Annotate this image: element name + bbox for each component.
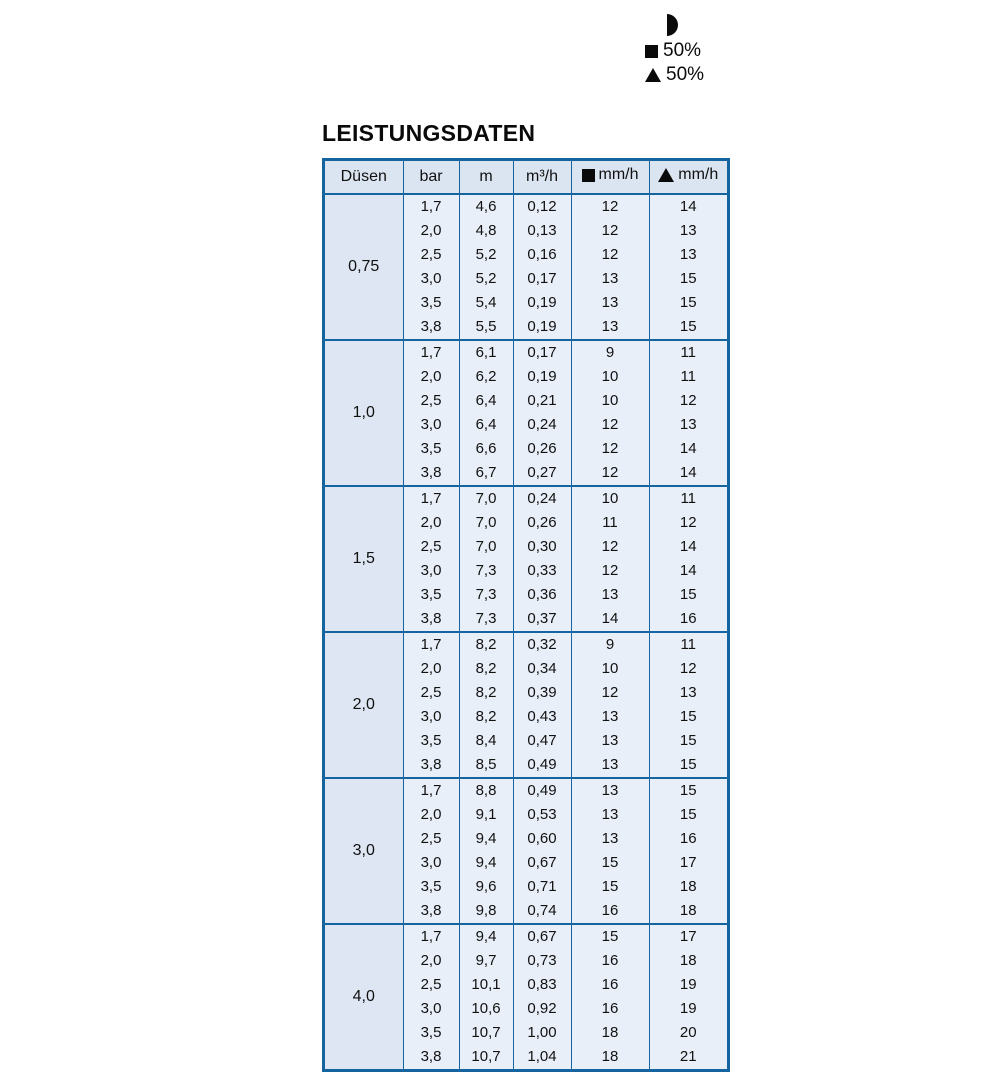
cell-flow-m3h: 0,33 (513, 559, 571, 583)
cell-bar: 3,0 (403, 267, 459, 291)
cell-radius-m: 9,8 (459, 899, 513, 924)
cell-flow-m3h: 1,00 (513, 1021, 571, 1045)
cell-radius-m: 9,7 (459, 949, 513, 973)
cell-flow-m3h: 0,27 (513, 461, 571, 486)
cell-flow-m3h: 0,67 (513, 924, 571, 949)
cell-radius-m: 10,7 (459, 1045, 513, 1069)
cell-bar: 3,8 (403, 607, 459, 632)
filled-triangle-icon (658, 168, 674, 182)
cell-precip-square: 13 (571, 778, 649, 803)
table-row (325, 924, 727, 949)
cell-flow-m3h: 0,24 (513, 413, 571, 437)
cell-radius-m: 4,8 (459, 219, 513, 243)
cell-precip-square: 13 (571, 267, 649, 291)
cell-precip-triangle: 20 (649, 1021, 727, 1045)
column-header-flow: m³/h (513, 161, 571, 194)
cell-precip-triangle: 12 (649, 657, 727, 681)
cell-bar: 1,7 (403, 778, 459, 803)
cell-bar: 1,7 (403, 632, 459, 657)
cell-precip-triangle: 12 (649, 389, 727, 413)
cell-bar: 3,5 (403, 729, 459, 753)
cell-flow-m3h: 1,04 (513, 1045, 571, 1069)
cell-flow-m3h: 0,71 (513, 875, 571, 899)
cell-flow-m3h: 0,19 (513, 315, 571, 340)
cell-radius-m: 7,3 (459, 583, 513, 607)
cell-flow-m3h: 0,37 (513, 607, 571, 632)
cell-precip-square: 15 (571, 851, 649, 875)
cell-flow-m3h: 0,53 (513, 803, 571, 827)
cell-precip-triangle: 21 (649, 1045, 727, 1069)
cell-bar: 2,5 (403, 535, 459, 559)
cell-precip-square: 13 (571, 729, 649, 753)
cell-radius-m: 10,6 (459, 997, 513, 1021)
column-header-bar: bar (403, 161, 459, 194)
cell-precip-square: 16 (571, 949, 649, 973)
cell-radius-m: 6,2 (459, 365, 513, 389)
cell-flow-m3h: 0,39 (513, 681, 571, 705)
cell-precip-triangle: 18 (649, 899, 727, 924)
cell-precip-square: 12 (571, 461, 649, 486)
cell-radius-m: 5,5 (459, 315, 513, 340)
cell-precip-triangle: 15 (649, 267, 727, 291)
cell-radius-m: 6,1 (459, 340, 513, 365)
cell-flow-m3h: 0,17 (513, 340, 571, 365)
cell-precip-triangle: 18 (649, 875, 727, 899)
cell-radius-m: 9,4 (459, 827, 513, 851)
cell-flow-m3h: 0,36 (513, 583, 571, 607)
cell-radius-m: 8,4 (459, 729, 513, 753)
cell-bar: 2,0 (403, 657, 459, 681)
cell-precip-square: 15 (571, 924, 649, 949)
cell-precip-triangle: 11 (649, 632, 727, 657)
table-row (325, 778, 727, 803)
cell-precip-square: 10 (571, 389, 649, 413)
cell-flow-m3h: 0,24 (513, 486, 571, 511)
cell-bar: 3,5 (403, 1021, 459, 1045)
cell-precip-triangle: 13 (649, 681, 727, 705)
cell-nozzle-size: 4,0 (325, 924, 403, 1069)
cell-flow-m3h: 0,92 (513, 997, 571, 1021)
cell-precip-square: 13 (571, 583, 649, 607)
legend-row-triangle (645, 64, 765, 86)
cell-bar: 1,7 (403, 486, 459, 511)
cell-bar: 2,0 (403, 365, 459, 389)
cell-radius-m: 8,2 (459, 705, 513, 729)
cell-bar: 3,0 (403, 705, 459, 729)
cell-bar: 1,7 (403, 340, 459, 365)
page-title: LEISTUNGSDATEN (322, 120, 536, 146)
cell-bar: 2,5 (403, 973, 459, 997)
cell-radius-m: 8,2 (459, 681, 513, 705)
cell-radius-m: 8,5 (459, 753, 513, 778)
cell-bar: 3,5 (403, 875, 459, 899)
table-row (325, 194, 727, 219)
cell-radius-m: 8,2 (459, 632, 513, 657)
filled-square-icon (645, 45, 658, 58)
cell-bar: 2,5 (403, 827, 459, 851)
cell-flow-m3h: 0,13 (513, 219, 571, 243)
cell-bar: 3,0 (403, 413, 459, 437)
table-row (325, 486, 727, 511)
cell-radius-m: 9,4 (459, 851, 513, 875)
cell-flow-m3h: 0,12 (513, 194, 571, 219)
column-header-square-label: mm/h (598, 166, 639, 184)
legend-row-square (645, 40, 765, 62)
cell-flow-m3h: 0,60 (513, 827, 571, 851)
cell-flow-m3h: 0,19 (513, 291, 571, 315)
cell-bar: 3,0 (403, 559, 459, 583)
cell-nozzle-size: 1,0 (325, 340, 403, 486)
cell-precip-square: 12 (571, 437, 649, 461)
cell-bar: 2,5 (403, 243, 459, 267)
table-row (325, 632, 727, 657)
cell-radius-m: 5,4 (459, 291, 513, 315)
cell-bar: 2,0 (403, 949, 459, 973)
cell-precip-triangle: 14 (649, 535, 727, 559)
cell-bar: 3,8 (403, 899, 459, 924)
cell-precip-square: 10 (571, 486, 649, 511)
column-header-triangle-mmh (649, 161, 727, 194)
legend-label-triangle: 50% (666, 64, 705, 85)
cell-precip-square: 12 (571, 243, 649, 267)
cell-radius-m: 7,3 (459, 559, 513, 583)
cell-precip-triangle: 15 (649, 705, 727, 729)
cell-flow-m3h: 0,83 (513, 973, 571, 997)
cell-precip-square: 10 (571, 365, 649, 389)
cell-nozzle-size: 0,75 (325, 194, 403, 340)
cell-precip-square: 16 (571, 997, 649, 1021)
cell-precip-square: 12 (571, 681, 649, 705)
cell-radius-m: 9,4 (459, 924, 513, 949)
cell-radius-m: 10,7 (459, 1021, 513, 1045)
cell-precip-square: 12 (571, 535, 649, 559)
cell-flow-m3h: 0,21 (513, 389, 571, 413)
cell-precip-triangle: 16 (649, 827, 727, 851)
cell-precip-triangle: 14 (649, 437, 727, 461)
cell-precip-triangle: 15 (649, 583, 727, 607)
cell-radius-m: 7,3 (459, 607, 513, 632)
cell-flow-m3h: 0,30 (513, 535, 571, 559)
cell-precip-square: 13 (571, 827, 649, 851)
cell-bar: 2,0 (403, 511, 459, 535)
cell-flow-m3h: 0,16 (513, 243, 571, 267)
cell-precip-triangle: 11 (649, 340, 727, 365)
cell-precip-triangle: 11 (649, 486, 727, 511)
cell-radius-m: 10,1 (459, 973, 513, 997)
cell-bar: 2,5 (403, 389, 459, 413)
cell-flow-m3h: 0,67 (513, 851, 571, 875)
cell-precip-triangle: 19 (649, 973, 727, 997)
cell-bar: 3,8 (403, 1045, 459, 1069)
performance-table (325, 161, 727, 1069)
cell-precip-square: 11 (571, 511, 649, 535)
column-header-triangle-label: mm/h (678, 166, 719, 183)
cell-radius-m: 9,6 (459, 875, 513, 899)
cell-precip-square: 13 (571, 291, 649, 315)
column-header-square-mmh (571, 161, 649, 194)
table-header-row (325, 161, 727, 194)
cell-precip-triangle: 11 (649, 365, 727, 389)
cell-radius-m: 6,4 (459, 389, 513, 413)
cell-precip-triangle: 13 (649, 243, 727, 267)
cell-flow-m3h: 0,17 (513, 267, 571, 291)
cell-flow-m3h: 0,47 (513, 729, 571, 753)
cell-precip-triangle: 16 (649, 607, 727, 632)
half-circle-icon (667, 14, 689, 36)
cell-flow-m3h: 0,49 (513, 753, 571, 778)
cell-precip-triangle: 15 (649, 803, 727, 827)
cell-bar: 2,0 (403, 219, 459, 243)
filled-triangle-icon (645, 68, 661, 82)
table-row (325, 340, 727, 365)
cell-bar: 1,7 (403, 194, 459, 219)
cell-nozzle-size: 3,0 (325, 778, 403, 924)
cell-flow-m3h: 0,19 (513, 365, 571, 389)
cell-precip-triangle: 13 (649, 219, 727, 243)
cell-nozzle-size: 2,0 (325, 632, 403, 778)
cell-precip-square: 13 (571, 705, 649, 729)
cell-precip-square: 18 (571, 1021, 649, 1045)
cell-bar: 1,7 (403, 924, 459, 949)
column-header-nozzle: Düsen (325, 161, 403, 194)
cell-flow-m3h: 0,43 (513, 705, 571, 729)
performance-table-container (322, 158, 730, 1072)
cell-bar: 3,0 (403, 997, 459, 1021)
cell-radius-m: 4,6 (459, 194, 513, 219)
cell-precip-square: 16 (571, 899, 649, 924)
cell-flow-m3h: 0,73 (513, 949, 571, 973)
cell-precip-triangle: 15 (649, 291, 727, 315)
cell-precip-square: 12 (571, 559, 649, 583)
cell-radius-m: 8,2 (459, 657, 513, 681)
cell-precip-triangle: 15 (649, 315, 727, 340)
cell-radius-m: 6,6 (459, 437, 513, 461)
cell-bar: 3,8 (403, 315, 459, 340)
cell-flow-m3h: 0,26 (513, 511, 571, 535)
cell-precip-triangle: 15 (649, 729, 727, 753)
cell-radius-m: 5,2 (459, 267, 513, 291)
cell-precip-triangle: 18 (649, 949, 727, 973)
cell-bar: 3,0 (403, 851, 459, 875)
cell-precip-square: 12 (571, 194, 649, 219)
column-header-m: m (459, 161, 513, 194)
cell-precip-triangle: 13 (649, 413, 727, 437)
cell-flow-m3h: 0,32 (513, 632, 571, 657)
cell-precip-triangle: 15 (649, 753, 727, 778)
cell-precip-square: 13 (571, 315, 649, 340)
cell-precip-triangle: 12 (649, 511, 727, 535)
cell-precip-triangle: 15 (649, 778, 727, 803)
cell-precip-square: 13 (571, 753, 649, 778)
cell-precip-triangle: 14 (649, 559, 727, 583)
cell-precip-square: 12 (571, 219, 649, 243)
cell-precip-square: 12 (571, 413, 649, 437)
cell-radius-m: 9,1 (459, 803, 513, 827)
cell-flow-m3h: 0,34 (513, 657, 571, 681)
cell-flow-m3h: 0,26 (513, 437, 571, 461)
cell-bar: 2,5 (403, 681, 459, 705)
cell-bar: 3,5 (403, 437, 459, 461)
cell-bar: 3,5 (403, 291, 459, 315)
cell-nozzle-size: 1,5 (325, 486, 403, 632)
cell-precip-triangle: 17 (649, 924, 727, 949)
cell-precip-square: 14 (571, 607, 649, 632)
cell-precip-square: 9 (571, 632, 649, 657)
cell-bar: 3,8 (403, 461, 459, 486)
cell-flow-m3h: 0,49 (513, 778, 571, 803)
cell-precip-triangle: 14 (649, 194, 727, 219)
table-body (325, 194, 727, 1069)
cell-precip-triangle: 19 (649, 997, 727, 1021)
cell-radius-m: 7,0 (459, 511, 513, 535)
filled-square-icon (582, 169, 595, 182)
cell-precip-square: 13 (571, 803, 649, 827)
cell-radius-m: 7,0 (459, 486, 513, 511)
legend (645, 14, 765, 88)
cell-radius-m: 6,4 (459, 413, 513, 437)
cell-radius-m: 8,8 (459, 778, 513, 803)
cell-precip-square: 9 (571, 340, 649, 365)
cell-precip-triangle: 14 (649, 461, 727, 486)
cell-precip-square: 18 (571, 1045, 649, 1069)
cell-radius-m: 6,7 (459, 461, 513, 486)
cell-bar: 3,8 (403, 753, 459, 778)
cell-precip-square: 16 (571, 973, 649, 997)
cell-radius-m: 5,2 (459, 243, 513, 267)
cell-precip-triangle: 17 (649, 851, 727, 875)
cell-bar: 3,5 (403, 583, 459, 607)
cell-precip-square: 10 (571, 657, 649, 681)
legend-label-square: 50% (663, 40, 702, 61)
cell-radius-m: 7,0 (459, 535, 513, 559)
cell-bar: 2,0 (403, 803, 459, 827)
cell-precip-square: 15 (571, 875, 649, 899)
cell-flow-m3h: 0,74 (513, 899, 571, 924)
